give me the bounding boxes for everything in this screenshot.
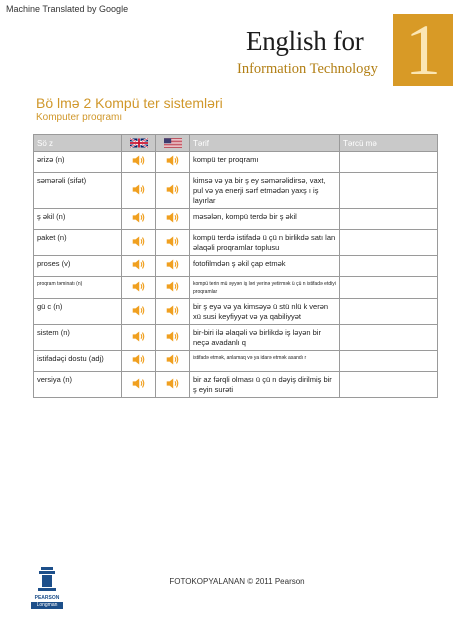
uk-audio-cell[interactable] xyxy=(122,325,156,351)
us-audio-cell[interactable] xyxy=(156,299,190,325)
word-cell: proses (v) xyxy=(34,256,122,277)
speaker-icon[interactable] xyxy=(165,336,180,345)
uk-audio-cell[interactable] xyxy=(122,209,156,230)
us-audio-cell[interactable] xyxy=(156,325,190,351)
translation-cell[interactable] xyxy=(340,230,438,256)
uk-audio-cell[interactable] xyxy=(122,277,156,299)
brand-subtitle: Information Technology xyxy=(237,61,378,77)
table-row xyxy=(34,351,438,372)
header-definition: Tərif xyxy=(190,135,340,152)
definition-cell: istifadə etmək, anlamaq və ya idarə etmək asandı r xyxy=(190,351,340,372)
translation-cell[interactable] xyxy=(340,256,438,277)
translation-cell[interactable] xyxy=(340,173,438,209)
speaker-icon[interactable] xyxy=(165,286,180,295)
table-row xyxy=(34,372,438,398)
uk-audio-cell[interactable] xyxy=(122,230,156,256)
us-audio-cell[interactable] xyxy=(156,277,190,299)
translation-cell[interactable] xyxy=(340,277,438,299)
speaker-icon[interactable] xyxy=(131,310,146,319)
uk-audio-cell[interactable] xyxy=(122,173,156,209)
us-audio-cell[interactable] xyxy=(156,351,190,372)
definition-cell: bir ş eyə və ya kimsəyə ü stü nlü k verən xü susi keyfiyyət və ya qabiliyyət xyxy=(190,299,340,325)
word-cell: sistem (n) xyxy=(34,325,122,351)
word-cell: ş əkil (n) xyxy=(34,209,122,230)
speaker-icon[interactable] xyxy=(165,264,180,273)
speaker-icon[interactable] xyxy=(131,241,146,250)
speaker-icon[interactable] xyxy=(131,383,146,392)
footer-copyright: FOTOKOPYALANAN © 2011 Pearson xyxy=(169,577,305,586)
unit-subtitle: Komputer proqramı xyxy=(36,112,123,123)
pearson-wordmark: PEARSON xyxy=(34,595,60,601)
us-audio-cell[interactable] xyxy=(156,230,190,256)
table-row xyxy=(34,230,438,256)
table-row xyxy=(34,173,438,209)
uk-audio-cell[interactable] xyxy=(122,372,156,398)
table-row xyxy=(34,277,438,299)
table-row xyxy=(34,325,438,351)
table-row xyxy=(34,299,438,325)
table-row xyxy=(34,152,438,173)
word-cell: ərizə (n) xyxy=(34,152,122,173)
word-cell: gü c (n) xyxy=(34,299,122,325)
table-header-row xyxy=(34,135,438,152)
translation-cell[interactable] xyxy=(340,299,438,325)
speaker-icon[interactable] xyxy=(165,160,180,169)
us-audio-cell[interactable] xyxy=(156,256,190,277)
longman-wordmark: Longman xyxy=(31,602,63,609)
word-cell: səmərəli (sifət) xyxy=(34,173,122,209)
header-uk xyxy=(122,135,156,152)
speaker-icon[interactable] xyxy=(131,359,146,368)
speaker-icon[interactable] xyxy=(165,383,180,392)
us-audio-cell[interactable] xyxy=(156,372,190,398)
us-audio-cell[interactable] xyxy=(156,209,190,230)
speaker-icon[interactable] xyxy=(131,189,146,198)
machine-translated-label: Machine Translated by Google xyxy=(6,4,129,14)
uk-audio-cell[interactable] xyxy=(122,299,156,325)
brand-number: 1 xyxy=(405,10,441,90)
translation-cell[interactable] xyxy=(340,209,438,230)
definition-cell: kompü ter proqramı xyxy=(190,152,340,173)
definition-cell: bir-biri ilə əlaqəli və birlikdə iş ləyən bir neçə avadanlı q xyxy=(190,325,340,351)
uk-flag-icon xyxy=(130,138,148,148)
table-row xyxy=(34,209,438,230)
speaker-icon[interactable] xyxy=(131,286,146,295)
word-cell: proqram təminatı (n) xyxy=(34,277,122,299)
brand-number-box xyxy=(393,10,453,90)
definition-cell: kimsə və ya bir ş ey səmərəlidirsə, vaxt, pul və ya enerji sərf etmədən yaxş ı iş layırlar xyxy=(190,173,340,209)
speaker-icon[interactable] xyxy=(165,359,180,368)
speaker-icon[interactable] xyxy=(165,310,180,319)
speaker-icon[interactable] xyxy=(165,241,180,250)
header-translation: Tərcü mə xyxy=(340,135,438,152)
speaker-icon[interactable] xyxy=(131,264,146,273)
definition-cell: məsələn, kompü terdə bir ş əkil xyxy=(190,209,340,230)
vocabulary-table xyxy=(33,134,438,398)
translation-cell[interactable] xyxy=(340,351,438,372)
header-word: Sö z xyxy=(34,135,122,152)
uk-audio-cell[interactable] xyxy=(122,256,156,277)
table-row xyxy=(34,256,438,277)
translation-cell[interactable] xyxy=(340,372,438,398)
word-cell: istifadəçi dostu (adj) xyxy=(34,351,122,372)
speaker-icon[interactable] xyxy=(131,336,146,345)
speaker-icon[interactable] xyxy=(165,217,180,226)
word-cell: versiya (n) xyxy=(34,372,122,398)
definition-cell: bir az fərqli olması ü çü n dəyiş dirilmiş bir ş eyin surəti xyxy=(190,372,340,398)
definition-cell: kompü terin mü əyyən iş ləri yerinə yetirmək ü çü n istifadə etdiyi proqramlar xyxy=(190,277,340,299)
header-us xyxy=(156,135,190,152)
translation-cell[interactable] xyxy=(340,152,438,173)
unit-title: Bö lmə 2 Kompü ter sistemləri xyxy=(36,95,223,111)
us-audio-cell[interactable] xyxy=(156,152,190,173)
us-audio-cell[interactable] xyxy=(156,173,190,209)
us-flag-icon xyxy=(164,138,182,148)
word-cell: paket (n) xyxy=(34,230,122,256)
speaker-icon[interactable] xyxy=(131,217,146,226)
definition-cell: kompü terdə istifadə ü çü n birlikdə satı lan əlaqəli proqramlar toplusu xyxy=(190,230,340,256)
brand-title: English for xyxy=(246,26,364,56)
translation-cell[interactable] xyxy=(340,325,438,351)
uk-audio-cell[interactable] xyxy=(122,351,156,372)
uk-audio-cell[interactable] xyxy=(122,152,156,173)
speaker-icon[interactable] xyxy=(165,189,180,198)
speaker-icon[interactable] xyxy=(131,160,146,169)
definition-cell: fotofilmdən ş əkil çap etmək xyxy=(190,256,340,277)
